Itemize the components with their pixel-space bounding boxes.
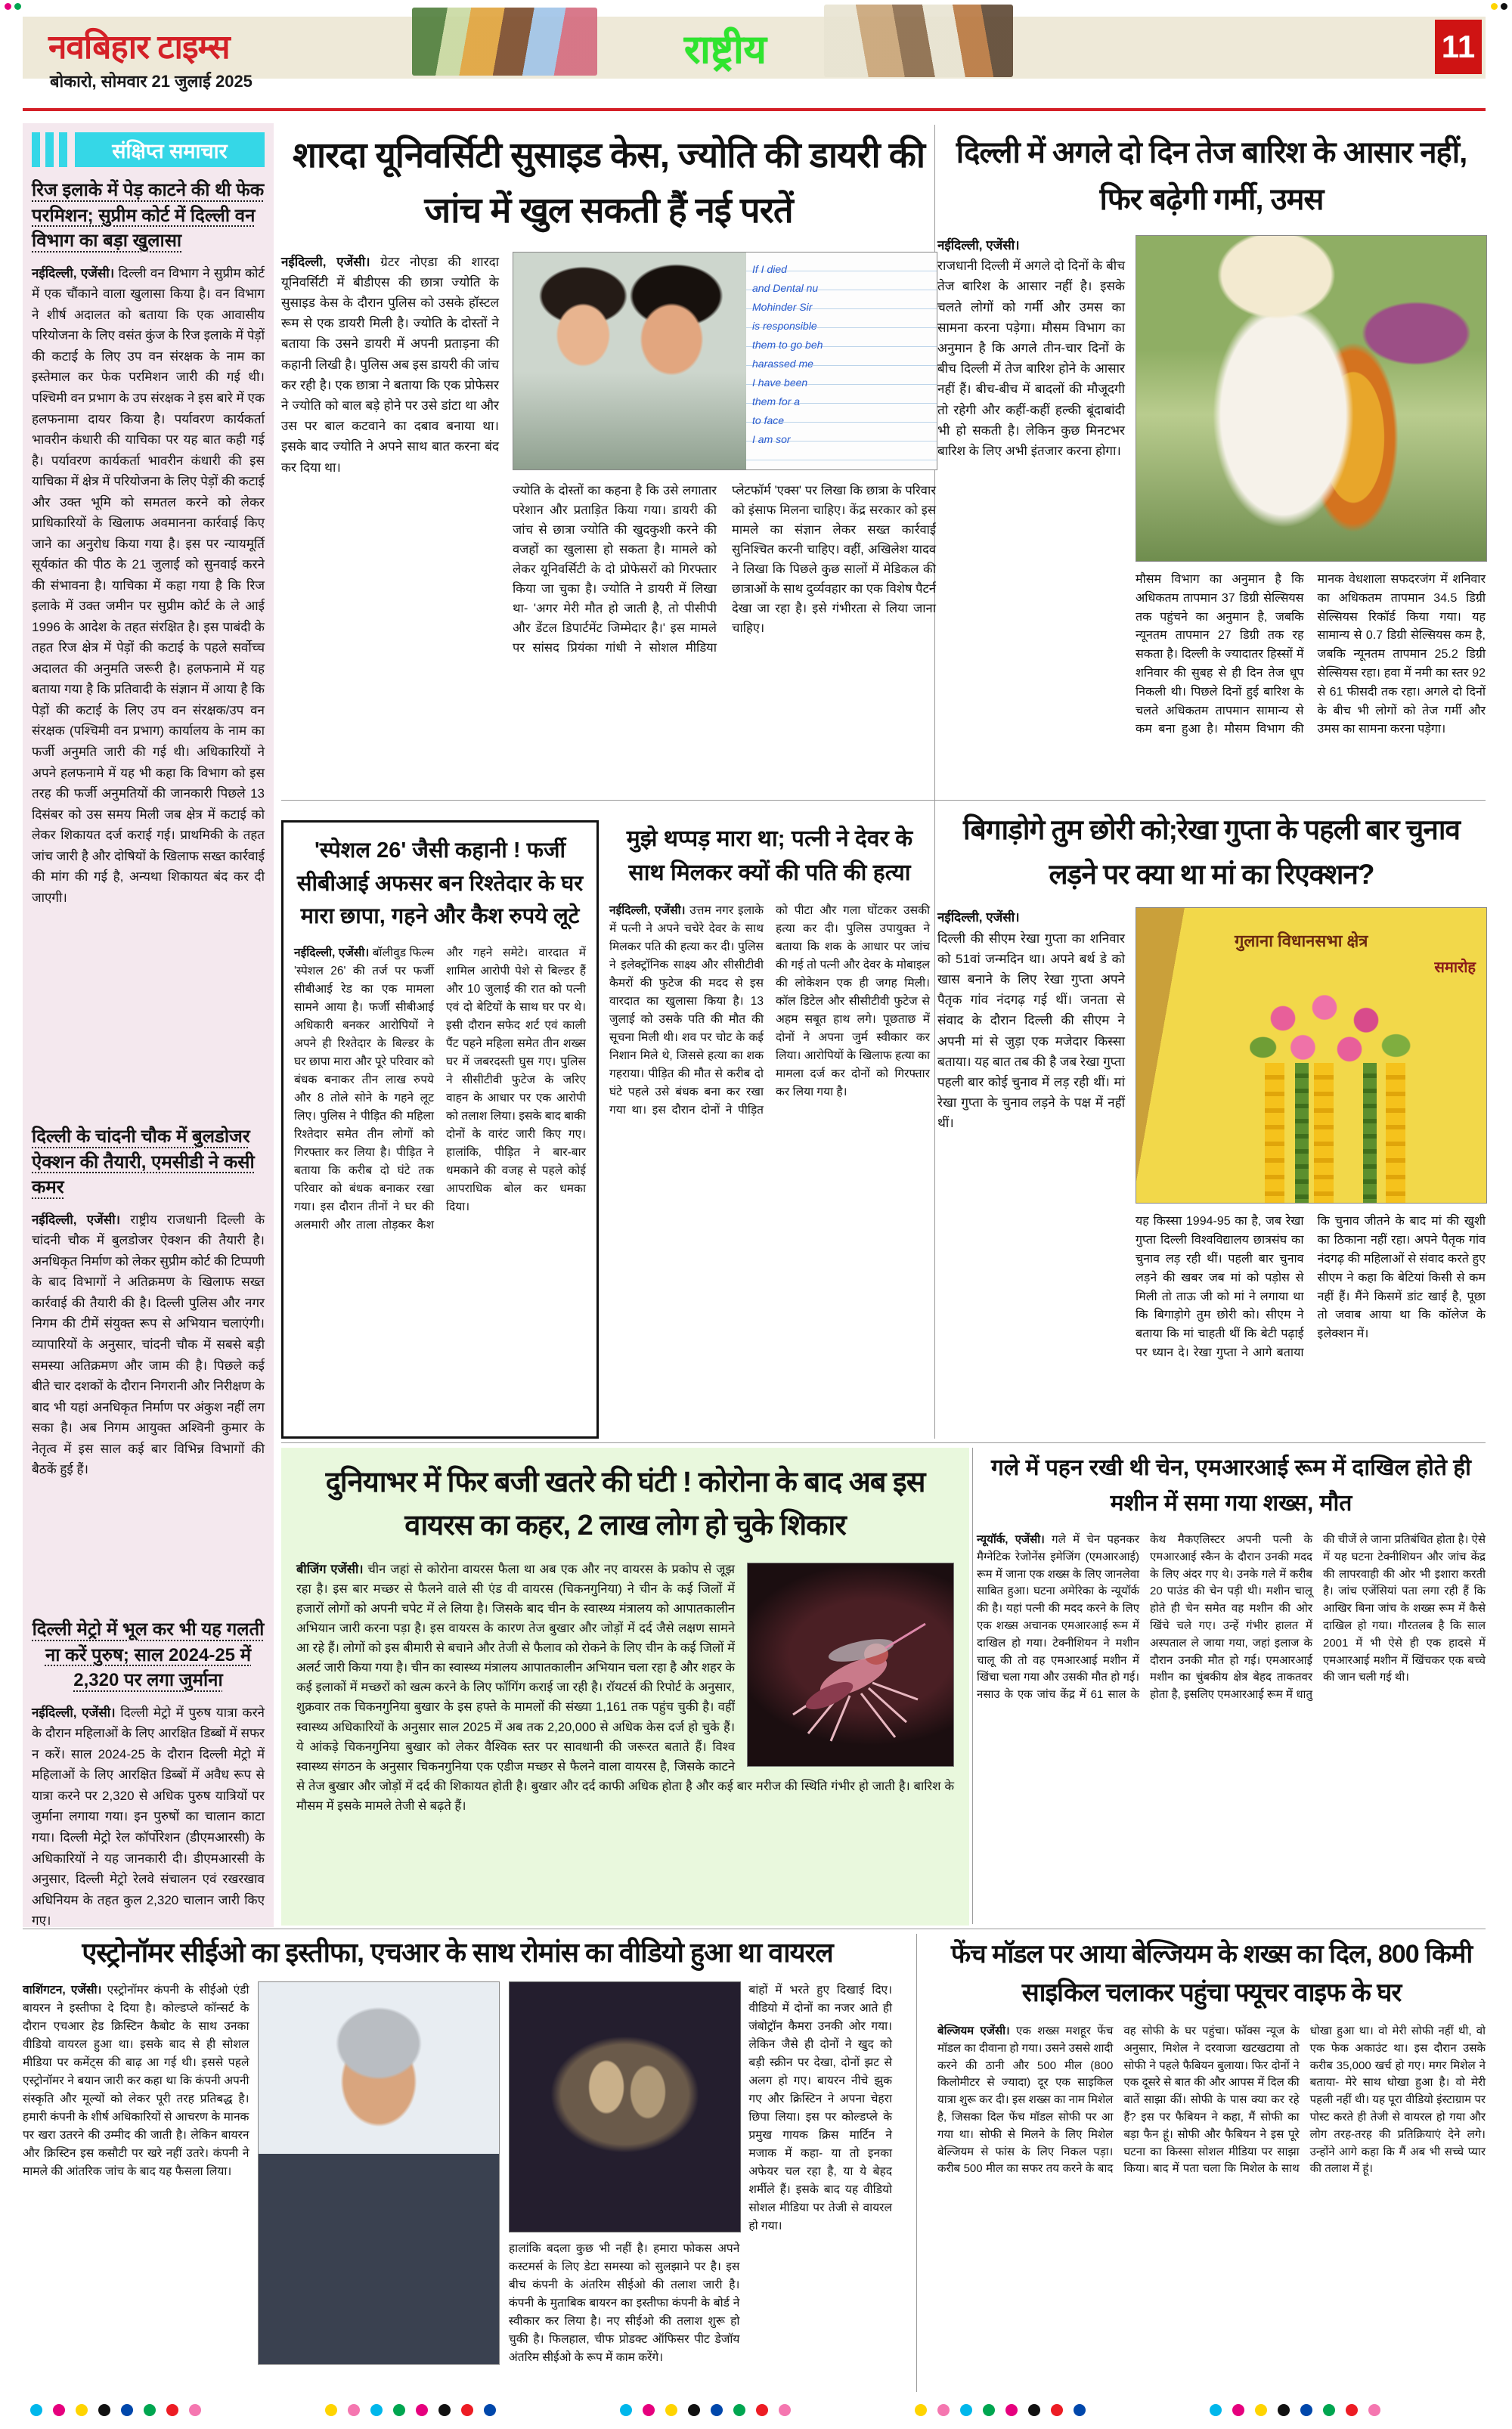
- brief-story: [32, 1124, 265, 1600]
- registration-dots: [620, 2404, 791, 2416]
- article-body: [294, 944, 586, 1235]
- photo-garland: [1265, 1063, 1284, 1203]
- diary-line: them for a: [752, 395, 801, 407]
- registration-dots: [1210, 2404, 1380, 2416]
- article-byline: नईदिल्ली, एजेंसी।: [609, 904, 686, 917]
- briefs-title-bar: [32, 132, 265, 167]
- diary-line: Mohinder Sir: [752, 300, 813, 313]
- article-body-continued: हालांकि बदला कुछ भी नहीं है। हमारा फोकस अपने कस्टमर्स के लिए डेटा समस्या को सुलझाने पर है। इस बीच कंपनी के अंतरिम सीईओ की तलाश जारी है। कंपनी के मुताबिक बायरन का इस्तीफा कंपनी के बोर्ड ने स्वीकार कर लिया है। नए सीईओ की तलाश शुरू हो चुकी है। फिलहाल, चीफ प्रोडक्ट ऑफिसर पीट डेजॉय अंतरिम सीईओ के रूप में काम करेंगे।: [508, 2242, 740, 2364]
- photo-diary-page: [746, 253, 937, 469]
- article-byline: बीजिंग एजेंसी।: [296, 1563, 364, 1576]
- article-byline: बेल्जियम एजेंसी।: [937, 2025, 1010, 2037]
- article-body: [937, 2023, 1486, 2178]
- diary-line: is responsible: [752, 319, 817, 332]
- article-headline: मुझे थप्पड़ मारा था; पत्नी ने देवर के साथ मिलकर क्यों की पति की हत्या: [626, 826, 913, 885]
- brief-byline: नईदिल्ली, एजेंसी।: [32, 265, 115, 280]
- article-headline: एस्ट्रोनॉमर सीईओ का इस्तीफा, एचआर के साथ रोमांस का वीडियो हुआ था वायरल: [82, 1937, 833, 1968]
- article-text: एक शख्स मशहूर फेंच मॉडल का दीवाना हो गया। उसने उससे शादी करने की ठानी और 500 मील (800 किलोमीटर से ज्यादा) दूर एक साइकिल यात्रा शुरू कर दी। इस शख्स का नाम मिशेल है, जिसका दिल फेंच मॉडल सोफी पर आ गया था। सोफी से मिलने के लिए मिशेल बेल्जियम से फांस के लिए निकल पड़ा। करीब 500 मील का सफर तय करने के बाद वह सोफी के घर पहुंचा। फॉक्स न्यूज के अनुसार, मिशेल ने दरवाजा खटखटाया तो सोफी ने पहले फैबियन बुलाया। फिर दोनों ने एक दूसरे से बात की और आपस में दिल की बातें साझा कीं। सोफी के पास क्या कर रहे हैं? इस पर फैबियन ने कहा, मैं सोफी का बड़ा फैन हूं। सोफी और फैबियन ने इस पूरे घटना का किस्सा सोशल मीडिया पर साझा किया। बाद में पता चला कि मिशेल के साथ धोखा हुआ था। वो मेरी सोफी नहीं थी, वो एक फेक अकाउंट था। इस दौरान उसके करीब 35,000 खर्च हो गए। मगर मिशेल ने बताया- मेरे साथ धोखा हुआ है। वो मेरी पहली नहीं थी। यह पूरा वीडियो इंस्टाग्राम पर पोस्ट करते ही तेजी से वायरल हो गया और लोग तरह-तरह की प्रतिक्रियाएं देने लगे। उन्होंने आगे कहा कि मैं अब भी सच्चे प्यार की तलाश में हूं।: [937, 2025, 1486, 2176]
- header-statue-image: [824, 5, 1013, 77]
- diary-line: I am sor: [752, 432, 791, 445]
- article-body: [281, 252, 499, 658]
- photo-banner-text: गुलाना विधानसभा क्षेत्र: [1235, 931, 1368, 951]
- diary-line: to face: [752, 414, 785, 426]
- article-body: [296, 1560, 954, 1816]
- article-byline: नईदिल्ली, एजेंसी।: [294, 946, 370, 959]
- article-mri-accident: [977, 1448, 1486, 1926]
- photo-stage-text: समारोह: [1434, 959, 1476, 977]
- article-text: एस्ट्रोनॉमर कंपनी के सीईओ एंडी बायरन ने इस्तीफा दे दिया है। कोल्डप्ले कॉन्सर्ट के दौरान एचआर हेड क्रिस्टिन कैबोट के साथ उनका वीडियो वायरल हुआ था। इसके बाद से ही सोशल मीडिया पर कमेंट्स की बाढ़ आ गई थी। इससे पहले एस्ट्रोनॉमर ने बयान जारी कर कहा था कि कंपनी अपनी संस्कृति और मूल्यों को लेकर पूरी तरह प्रतिबद्ध है। हमारी कंपनी के शीर्ष अधिकारियों से आचरण के मानक पर खरा उतरने की उम्मीद की जाती है। लेकिन बायरन और क्रिस्टिन इस कसौटी पर खरे नहीं उतरे। कंपनी ने मामले की आंतरिक जांच के बाद यह फैसला लिया।: [23, 1983, 249, 2178]
- article-body: [609, 902, 930, 1120]
- header-rule: [23, 108, 1486, 111]
- registration-dots: [1491, 3, 1507, 10]
- article-body: [937, 907, 1125, 1362]
- photo-two-students: [513, 253, 746, 469]
- photo-garland: [1363, 1063, 1377, 1203]
- article-rekha-gupta: [937, 803, 1486, 1439]
- mosquito-illustration: [748, 1563, 952, 1764]
- brief-story: [32, 178, 265, 1108]
- brief-text: दिल्ली वन विभाग ने सुप्रीम कोर्ट में एक चौंकाने वाला खुलासा किया है। वन विभाग ने शीर्ष अदालत को बताया कि एक आवासीय परियोजना के लिए वसंत कुंज के रिज इलाके में पेड़ों की कटाई के लिए उप वन संरक्षक के नाम का इस्तेमाल कर फेक परमिशन जारी की गई थी। पश्चिमी वन प्रभाग के उप संरक्षक ने इस बारे में एक हलफनामा दायर किया है। पर्यावरण कार्यकर्ता भावरीन कंधारी की याचिका पर यह बात कही गई है। पर्यावरण कार्यकर्ता भावरीन कंधारी की इस याचिका में क्षेत्र में परियोजना के लिए पेड़ों की कटाई और उक्त भूमि को समतल करने को लेकर प्राधिकारियों के खिलाफ अवमानना कार्रवाई किए जाने का अनुरोध किया गया है। इस पर न्यायमूर्ति सूर्यकांत की पीठ के 21 जुलाई को सुनवाई करने की संभावना है। याचिका में कहा गया है कि रिज इलाके में उक्त जमीन पर सुप्रीम कोर्ट के ले आई 1996 के आदेश के तहत संरक्षित है। इस पाबंदी के तहत रिज क्षेत्र में पेड़ों की कटाई के पहले सर्वोच्च अदालत की अनुमति जरूरी है। हलफनामे में यह बताया गया है कि प्रतिवादी के संज्ञान में आया है कि पेड़ों की कटाई के लिए उप वन संरक्षक/उप वन संरक्षक (पश्चिमी वन प्रभाग) कार्यालय के नाम का फर्जी अनुमति जारी की गई थी। अधिकारियों ने अपने हलफनामे में यह भी कहा कि विभाग को इस तरह की फर्जी अनुमतियों की जानकारी पिछले 13 दिसंबर को उस समय मिली जब क्षेत्र में कटाई को लेकर शिकायत दर्ज कराई गई। प्राथमिकी के तहत जांच जारी है और दोषियों के खिलाफ सख्त कार्रवाई की मांग की गई है, अन्यथा शिकायत बंद कर दी जाएगी।: [32, 265, 265, 905]
- brief-body: [32, 1210, 265, 1480]
- article-headline: 'स्पेशल 26' जैसी कहानी ! फर्जी सीबीआई अफसर बन रिश्तेदार के घर मारा छापा, गहने और कैश रुपये लूटे: [296, 838, 584, 928]
- article-text-continued: रॉयटर्स की रिपोर्ट के अनुसार, शुक्रवार तक चिकनगुनिया बुखार के इस हफ्ते के मामलों की संख्या 1,161 तक पहुंच चुकी है। वहीं स्वास्थ्य अधिकारियों के अनुसार साल 2025 में अब तक 2,20,000 से अधिक केस दर्ज हो चुके हैं। ये आंकड़े चिकनगुनिया बुखार को लेकर वैश्विक स्तर पर सावधानी की जरूरत बताते हैं। विश्व स्वास्थ्य संगठन के अनुसार चिकनगुनिया एक एडीज मच्छर से फैलने वाला वायरस है, जिसके काटने से तेज बुखार और जोड़ों में दर्द की शिकायत होती है। बुखार और दर्द काफी अधिक होता है और कई बार मरीज की स्थिति गंभीर हो जाती है। बारिश के मौसम में इसके मामले तेजी से बढ़ते हैं।: [296, 1681, 954, 1813]
- diary-line: harassed me: [752, 357, 813, 370]
- page-number-badge: 11: [1435, 20, 1482, 74]
- article-body-continued: ज्योति के दोस्तों का कहना है कि उसे लगातार परेशान और प्रताड़ित किया गया। डायरी की जांच से छात्रा ज्योति की खुदकुशी करने की वजहों का खुलासा हो सकता है। मामले को लेकर यूनिवर्सिटी के दो प्रोफेसरों को गिरफ्तार किया जा चुका है। ज्योति ने डायरी में लिखा था- 'अगर मेरी मौत हो जाती है, तो पीसीपी और डेंटल डिपार्टमेंट जिम्मेदार है।' इस मामले पर सांसद प्रियंका गांधी ने सोशल मीडिया प्लेटफॉर्म 'एक्स' पर लिखा कि छात्रा के परिवार को इंसाफ मिलना चाहिए। केंद्र सरकार को इस मामले का संज्ञान लेकर सख्त कार्रवाई सुनिश्चित करनी चाहिए। वहीं, अखिलेश यादव ने लिखा कि पिछले कुछ सालों में मेडिकल की छात्राओं के साथ दुर्व्यवहार का एक विशेष पैटर्न देखा जा रहा है। इसे गंभीरता से लिया जाना चाहिए।: [513, 483, 936, 655]
- brief-body: [32, 1702, 265, 1932]
- article-byline: न्यूयॉर्क, एजेंसी।: [977, 1533, 1045, 1546]
- column-divider: [972, 1448, 973, 1924]
- briefs-stripes-decoration: [32, 132, 67, 167]
- article-text: राजधानी दिल्ली में अगले दो दिनों के बीच तेज बारिश के आसार नहीं है। इसके चलते लोगों को गर्मी और उमस का सामना करना पड़ेगा। मौसम विभाग का अनुमान है कि अगले तीन-चार दिनों के बीच दिल्ली में तेज बारिश होने के आसार नहीं हैं। बीच-बीच में बादलों की मौजूदगी तो रहेगी और कहीं-कहीं हल्की बूंदाबांदी भी हो सकती है। लेकिन कुछ मिनटभर बारिश के लिए अभी इंतजार करना होगा।: [937, 259, 1125, 458]
- article-text: दिल्ली की सीएम रेखा गुप्ता का शनिवार को 51वां जन्मदिन था। अपने बर्थ डे को खास बनाने के लिए रेखा गुप्ता अपने पैतृक गांव नंदगढ़ गई थीं। जनता से संवाद के दौरान दिल्ली की सीएम ने अपनी मां से जुड़ा एक मजेदार किस्सा बताया। यह बात तब की है जब रेखा गुप्ता पहली बार कोई चुनाव में लड़ रही थीं। मां रेखा गुप्ता के चुनाव लड़ने के पक्ष में नहीं थीं।: [937, 931, 1125, 1131]
- diary-line: them to go beh: [752, 338, 823, 351]
- brief-text: दिल्ली मेट्रो में पुरुष यात्रा करने के दौरान महिलाओं के लिए आरक्षित डिब्बों में सफर न करें। साल 2024-25 के दौरान दिल्ली मेट्रो में महिलाओं के लिए आरक्षित डिब्बों में अवैध रूप से यात्रा करने पर 2,320 से अधिक पुरुष यात्रियों पर जुर्माना लगाया गया। इन पुरुषों का चालान काटा गया। दिल्ली मेट्रो रेल कॉर्पोरेशन (डीएमआरसी) के अधिकारियों ने यह जानकारी दी। डीएमआरसी के अनुसार, दिल्ली मेट्रो रेलवे संचालन एवं रखरखाव अधिनियम के तहत कुल 2,320 चालान जारी किए गए।: [32, 1705, 265, 1929]
- photo-garland: [1314, 1063, 1334, 1203]
- article-body-continued: मौसम विभाग का अनुमान है कि अधिकतम तापमान 37 डिग्री सेल्सियस तक पहुंचने का अनुमान है, जबकि न्यूनतम तापमान 27 डिग्री तक रह सकता है। दिल्ली के ज्यादातर हिस्सों में शनिवार की सुबह से ही दिन तेज धूप निकली थी। पिछले दिनों हुई बारिश के चलते अधिकतम तापमान सामान्य से कम बना हुआ है। मौसम विभाग की मानक वेधशाला सफदरजंग में शनिवार का अधिकतम तापमान 34.5 डिग्री सेल्सियस रिकॉर्ड किया गया। यह सामान्य से 0.7 डिग्री सेल्सियस कम है, जबकि न्यूनतम तापमान 25.2 डिग्री सेल्सियस रहा। हवा में नमी का स्तर 92 से 61 फीसदी तक रहा। अगले दो दिनों के बीच भी लोगों को तेज गर्मी और उमस का सामना करना पड़ेगा।: [1136, 573, 1486, 736]
- article-text: बॉलीवुड फिल्म 'स्पेशल 26' की तर्ज पर फर्जी सीबीआई रेड का एक मामला सामने आया है। फर्जी सीबीआई अधिकारी बनकर आरोपियों ने अपने ही रिश्तेदार के बिल्डर के घर छापा मारा और पूरे परिवार को बंधक बनाकर तीन लाख रुपये और 8 तोले सोने के गहने लूट लिए। पुलिस ने पीड़ित की महिला रिश्तेदार समेत तीन लोगों को गिरफ्तार कर लिया है। पीड़ित ने बताया कि करीब दो घंटे तक परिवार को बंधक बनाकर रखा गया। इस दौरान तीनों ने घर की अलमारी और ताला तोड़कर कैश और गहने समेटे। वारदात में शामिल आरोपी पेशे से बिल्डर हैं और 10 जुलाई की रात को पत्नी एवं दो बेटियों के साथ घर पर थे। इसी दौरान सफेद शर्ट एवं काली पैंट पहने महिला समेत तीन शख्स घर में जबरदस्ती घुस गए। पुलिस ने सीसीटीवी फुटेज के जरिए वाहन के आधार पर एक आरोपी को तलाश लिया। इसके बाद बाकी दोनों के वारंट जारी किए गए। हालांकि, पीड़ित ने बार-बार धमकाने की वजह से पहले कोई आपराधिक बोल कर धमका दिया।: [294, 946, 586, 1232]
- diary-line: If I died: [752, 262, 787, 275]
- article-body: [977, 1532, 1486, 1704]
- article-text: चीन जहां से कोरोना वायरस फैला था अब एक और नए वायरस के प्रकोप से जूझ रहा है। इस बार मच्छर से फैलने वाले सी एंड वी वायरस (चिकनगुनिया) ने चीन के कई जिलों में हजारों लोगों को अपनी चपेट में ले लिया है। जिसके बाद चीन के स्वास्थ्य मंत्रालय को आपातकालीन अभियान जारी करना पड़ा है। इस वायरस के कारण तेज बुखार और जोड़ों में दर्द जैसे लक्षण सामने आ रहे हैं। लोगों को इस बीमारी से बचाने और तेजी से फैलाव को रोकने के लिए चीन के कई जिलों में अलर्ट जारी किया गया है। चीन का स्वास्थ्य मंत्रालय आपातकालीन अभियान चला रहा है और शहर के कई इलाकों में मच्छरों को खत्म करने के लिए फॉगिंग कराई जा रही है।: [296, 1563, 735, 1695]
- briefs-column: [23, 123, 274, 1927]
- diary-line: I have been: [752, 376, 808, 389]
- article-text: गले में चेन पहनकर मैग्नेटिक रेजोनेंस इमेजिंग (एमआरआई) रूम में जाना एक शख्स के लिए जानलेवा साबित हुआ। घटना अमेरिका के न्यूयॉर्क की है। यहां पत्नी की मदद करने के लिए एक शख्स अचानक एमआरआई रूम में दाखिल हो गया। टेक्नीशियन ने मशीन चालू की तो वह एमआरआई मशीन में खिंचा चला गया और उसकी मौत हो गई। नसाउ के एक जांच केंद्र में 61 साल के केथ मैकएलिस्टर अपनी पत्नी के एमआरआई स्कैन के दौरान उनकी मदद के लिए अंदर गए थे। उनके गले में करीब 20 पाउंड की चेन पड़ी थी। मशीन चालू होते ही चेन समेत वह मशीन की ओर खिंचे चले गए। उन्हें गंभीर हालत में अस्पताल ले जाया गया, जहां इलाज के दौरान उनकी मौत हो गई। एमआरआई मशीन का चुंबकीय क्षेत्र बेहद ताकतवर होता है, इसलिए एमआरआई रूम में धातु की चीजें ले जाना प्रतिबंधित होता है। ऐसे में यह घटना टेक्नीशियन और जांच केंद्र की लापरवाही की ओर भी इशारा करती है। जांच एजेंसियां पता लगा रही हैं कि आखिर बिना जांच के शख्स रूम में कैसे दाखिल हो गया। गौरतलब है कि साल 2001 में भी ऐसे ही एक हादसे में एमआरआई मशीन में खिंचकर एक बच्चे की जान चली गई थी।: [977, 1533, 1486, 1702]
- section-divider: [281, 1442, 1486, 1443]
- brief-text: राष्ट्रीय राजधानी दिल्ली के चांदनी चौक में बुलडोजर ऐक्शन की तैयारी है। अनधिकृत निर्माण को लेकर सुप्रीम कोर्ट की टिप्पणी के बाद विभागों ने अतिक्रमण के खिलाफ सख्त कार्रवाई की तैयारी की है। दिल्ली पुलिस और नगर निगम की टीमें संयुक्त रूप से अभियान चलाएंगी। व्यापारियों के अनुसार, चांदनी चौक में सबसे बड़ी समस्या अतिक्रमण और जाम की है। पिछले कई बीते चार दशकों के दौरान निगरानी और निरीक्षण के बाद भी यहां अनधिकृत निर्माण पर अंकुश नहीं लग सका है। अब निगम आयुक्त अश्विनी कुमार के नेतृत्व में इस साल कई बार विभिन्न विभागों की बैठकें हुई हैं।: [32, 1212, 265, 1477]
- article-text: ग्रेटर नोएडा की शारदा यूनिवर्सिटी में बीडीएस की छात्रा ज्योति के सुसाइड केस के दौरान पुलिस को उसके हॉस्टल रूम से एक डायरी मिली है। ज्योति के दोस्तों ने बताया कि उसने डायरी में अपनी प्रताड़ना की कहानी लिखी है। पुलिस अब इस डायरी की जांच कर रही है। एक छात्रा ने बताया कि एक प्रोफेसर ने ज्योति को बाल बड़े होने पर उसे डांटा था और उस पर बाल कटवाने का दबाव बनाया था। इसके बाद ज्योति ने अपने साथ बात करना बंद कर दिया था।: [281, 254, 499, 475]
- brief-byline: नईदिल्ली, एजेंसी।: [32, 1212, 121, 1227]
- brief-byline: नईदिल्ली, एजेंसी।: [32, 1705, 116, 1720]
- column-divider: [916, 1934, 917, 2392]
- registration-dots: [325, 2404, 496, 2416]
- article-text: उत्तम नगर इलाके में पत्नी ने अपने चचेरे देवर के साथ मिलकर पति की हत्या कर दी। पुलिस ने इलेक्ट्रॉनिक साक्ष्य और सीसीटीवी कैमरों की फुटेज की मदद से इस वारदात का खुलासा किया है। 13 जुलाई को उसके पति की मौत की सूचना मिली थी। शव पर चोट के कई निशान मिले थे, जिससे हत्या का शक गहराया। पीड़ित की मौत से करीब दो घंटे पहले उसे बंधक बना कर रखा गया था। इस दौरान दोनों ने पीड़ित को पीटा और गला घोंटकर उसकी हत्या कर दी। पुलिस उपायुक्त ने बताया कि शक के आधार पर जांच की गई तो पत्नी और देवर के मोबाइल की लोकेशन एक ही जगह मिली। कॉल डिटेल और सीसीटीवी फुटेज से अहम सबूत हाथ लगे। पूछताछ में दोनों ने अपना जुर्म स्वीकार कर लिया। आरोपियों के खिलाफ हत्या का मामला दर्ज कर दोनों को गिरफ्तार कर लिया गया है।: [609, 904, 930, 1117]
- photo-garland: [1386, 1063, 1405, 1203]
- brief-body: [32, 263, 265, 908]
- article-headline: बिगाड़ोगे तुम छोरी को;रेखा गुप्ता के पहली बार चुनाव लड़ने पर क्या था मां का रिएक्शन?: [962, 814, 1460, 891]
- article-byline: नईदिल्ली, एजेंसी।: [281, 254, 370, 269]
- section-divider: [281, 800, 1486, 801]
- article-headline: गले में पहन रखी थी चेन, एमआरआई रूम में दाखिल होते ही मशीन में समा गया शख्स, मौत: [991, 1455, 1471, 1516]
- photo-ceo-portrait: [258, 1981, 499, 2365]
- article-byline: नईदिल्ली, एजेंसी।: [937, 910, 1020, 925]
- article-body-continued: यह किस्सा 1994-95 का है, जब रेखा गुप्ता दिल्ली विश्वविद्यालय छात्रसंघ का चुनाव लड़ रही थीं। पहली बार चुनाव लड़ने की खबर जब मां को पड़ोस से मिली तो ताऊ जी को मां ने लगाया था कि बिगाड़ोगे तुम छोरी को। सीएम ने बताया कि मां चाहती थीं कि बेटी पढ़ाई पर ध्यान दे। रेखा गुप्ता ने आगे बताया कि चुनाव जीतने के बाद मां की खुशी का ठिकाना नहीं रहा। अपने पैतृक गांव नंदगढ़ की महिलाओं से संवाद करते हुए सीएम ने कहा कि बेटियां किसी से कम नहीं हैं। मैंने किसमें डांट खाई है, पूछा तो जवाब आया था कि कॉलेज के इलेक्शन में।: [1136, 1215, 1486, 1359]
- article-headline: शारदा यूनिवर्सिटी सुसाइड केस, ज्योति की डायरी की जांच में खुल सकती हैं नई परतें: [292, 135, 925, 230]
- article-fake-cbi-raid: [281, 820, 599, 1439]
- article-sharda-suicide: [281, 123, 936, 798]
- brief-story: [32, 1617, 265, 1932]
- photo-mosquito: [747, 1563, 954, 1767]
- photo-concert-jumbotron: [509, 1981, 741, 2232]
- article-astronomer-ceo: [23, 1934, 892, 2393]
- briefs-section-title: संक्षिप्त समाचार: [75, 132, 265, 167]
- header-collage-image: [412, 8, 597, 76]
- article-belgium-cyclist: [937, 1934, 1486, 2393]
- photo-students-and-diary: [513, 252, 937, 470]
- article-headline: फेंच मॉडल पर आया बेल्जियम के शख्स का दिल, 800 किमी साइकिल चलाकर पहुंचा फ्यूचर वाइफ के घर: [950, 1940, 1473, 2007]
- photo-garland: [1295, 1063, 1309, 1203]
- photo-birthday-event-stage: [1136, 907, 1487, 1204]
- photo-women-in-heat: [1136, 235, 1487, 562]
- article-body-continued: बांहों में भरते हुए दिखाई दिए। वीडियो में दोनों का नजर आते ही जंबोट्रॉन कैमरा उनकी ओर गया। लेकिन जैसे ही दोनों ने खुद को बड़ी स्क्रीन पर देखा, दोनों झट से अलग हो गए। बायरन नीचे झुक गए और क्रिस्टिन ने अपना चेहरा छिपा लिया। इस पर कोल्डप्ले के प्रमुख गायक क्रिस मार्टिन ने मजाक में कहा- या तो इनका अफेयर चल रहा है, या ये बेहद शर्मीले हैं। इसके बाद यह वीडियो सोशल मीडिया पर तेजी से वायरल हो गया।: [748, 1983, 892, 2232]
- article-husband-murder: [609, 820, 930, 1439]
- registration-dots: [5, 3, 21, 10]
- registration-dots: [915, 2404, 1086, 2416]
- article-headline: दुनियाभर में फिर बजी खतरे की घंटी ! कोरोना के बाद अब इस वायरस का कहर, 2 लाख लोग हो चुके शिकार: [325, 1467, 925, 1541]
- article-chikungunya-virus: [281, 1448, 969, 1926]
- brief-headline: रिज इलाके में पेड़ काटने की थी फेक परमिशन; सुप्रीम कोर्ट में दिल्ली वन विभाग का बड़ा खुलासा: [32, 180, 265, 252]
- article-headline: दिल्ली में अगले दो दिन तेज बारिश के आसार नहीं, फिर बढ़ेगी गर्मी, उमस: [956, 136, 1467, 216]
- article-byline: नईदिल्ली, एजेंसी।: [937, 238, 1020, 253]
- article-body: [23, 1981, 249, 2367]
- registration-dots: [30, 2404, 201, 2416]
- dateline: बोकारो, सोमवार 21 जुलाई 2025: [50, 72, 253, 91]
- brief-headline: दिल्ली के चांदनी चौक में बुलडोजर ऐक्शन की तैयारी, एमसीडी ने कसी कमर: [32, 1126, 255, 1198]
- article-delhi-weather: [937, 123, 1486, 798]
- brief-headline: दिल्ली मेट्रो में भूल कर भी यह गलती ना करें पुरुष; साल 2024-25 में 2,320 पर लगा जुर्माना: [32, 1619, 265, 1691]
- diary-line: and Dental nu: [752, 281, 819, 294]
- masthead: नवबिहार टाइम्स: [48, 29, 230, 66]
- section-title: राष्ट्रीय: [684, 28, 767, 72]
- article-body: [937, 235, 1125, 739]
- article-byline: वाशिंगटन, एजेंसी।: [23, 1983, 102, 1997]
